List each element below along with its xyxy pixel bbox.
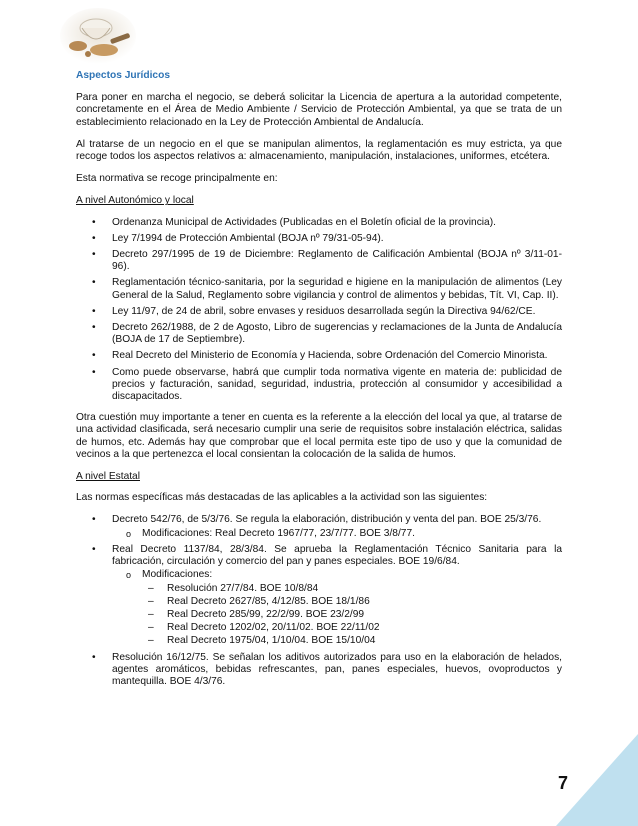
list-item: • Ley 7/1994 de Protección Ambiental (BOJA nº 79/31-05-94). (92, 232, 384, 244)
list-item: • Como puede observarse, habrá que cumplir toda normativa vigente en materia de: publicidad de precios y facturación, sanidad, seguridad, industria, protección al consumidor y accesibilidad a discapacitados. (92, 366, 562, 403)
list-item: • Resolución 16/12/75. Se señalan los aditivos autorizados para uso en la elaboración de helados, agentes aromáticos, bebidas refrescantes, pan, panes especiales, huevos, ovoproductos y mantequilla. BOE 4/3/76. (92, 651, 562, 687)
estatal-list (76, 514, 562, 688)
sub-list-item: o Modificaciones: Real Decreto 1967/77, 23/7/77. BOE 3/8/77. (126, 527, 415, 539)
document-body (76, 70, 562, 697)
dash-item: – Real Decreto 1975/04, 1/10/04. BOE 15/10/04 (148, 635, 376, 647)
page-corner-decoration (556, 734, 638, 826)
bakery-logo-image (58, 6, 136, 64)
list-item: • Decreto 262/1988, de 2 de Agosto, Libro de sugerencias y reclamaciones de la Junta de Andalucía (BOJA de 17 de Septiembre). (92, 322, 562, 346)
intro-paragraph: Para poner en marcha el negocio, se deberá solicitar la Licencia de apertura a la autoridad competente, concretamente en el Área de Medio Ambiente / Servicio de Protección Ambiental, ya que se trata de un establecimiento relacionado en la Ley de Protección Ambiental de Andalucía. (76, 92, 562, 128)
estatal-intro: Las normas específicas más destacadas de las aplicables a la actividad son las siguientes: (76, 492, 488, 504)
local-paragraph: Otra cuestión muy importante a tener en cuenta es la referente a la elección del local ya que, al tratarse de una actividad clasificada, será necesario cumplir una serie de requisitos sobre instalación eléctrica, salidas de humos, etc. Además hay que comprobar que el local permita este tipo de uso y que la comunidad de vecinos a la que pertenezca el local consientan la colocación de la salida de humos. (76, 412, 562, 460)
estatal-subheading: A nivel Estatal (76, 471, 140, 483)
list-item: • Decreto 542/76, de 5/3/76. Se regula la elaboración, distribución y venta del pan. BOE 25/3/76. o Modificaciones: Real Decreto 1967/77, 23/7/77. BOE 3/8/77. (76, 514, 562, 539)
dash-item: – Resolución 27/7/84. BOE 10/8/84 (148, 582, 319, 594)
autonomico-list (76, 217, 562, 404)
list-item: • Ordenanza Municipal de Actividades (Publicadas en el Boletín oficial de la provincia). (92, 216, 496, 228)
page-number: 7 (558, 773, 569, 793)
autonomico-subheading: A nivel Autonómico y local (76, 195, 194, 207)
sub-list-item: o Modificaciones: – Resolución 27/7/84. BOE 10/8/84 – Real Decreto 2627/85, 4/12/85. BOE 18/1/86 – Real Decreto 285/99, 22/2/99. BOE 23/2/99 – Real Decreto 1202/02, 20/11/02. BOE 22/11/02 – Real Decreto 1975/04, 1/10/04. BOE 15/10/04 (112, 569, 562, 647)
intro-paragraph: Esta normativa se recoge principalmente en: (76, 173, 278, 185)
list-item: • Real Decreto del Ministerio de Economía y Hacienda, sobre Ordenación del Comercio Minorista. (92, 350, 548, 362)
dash-item: – Real Decreto 1202/02, 20/11/02. BOE 22/11/02 (148, 622, 380, 634)
list-item: • Real Decreto 1137/84, 28/3/84. Se aprueba la Reglamentación Técnico Sanitaria para la fabricación, circulación y comercio del pan y panes especiales. BOE 19/6/84. o Modificaciones: – Resolución 27/7/84. BOE 10/8/84 – Real Decreto 2627/85, 4/12/85. BOE 18/1/86 – Real Decreto 285/99, 22/2/99. BOE 23/2/99 – Real Decreto 1202/02, 20/11/02. BOE 22/11/02 – Real Decreto 1975/04, 1/10/04. BOE 15/10/04 (92, 543, 562, 647)
intro-paragraph: Al tratarse de un negocio en el que se manipulan alimentos, la reglamentación es muy estricta, ya que recoge todos los aspectos relativos a: almacenamiento, manipulación, instalaciones, uniformes, etcétera. (76, 138, 562, 163)
list-item: • Ley 11/97, de 24 de abril, sobre envases y residuos desarrollada según la Directiva 94/62/CE. (92, 305, 536, 317)
section-heading: Aspectos Jurídicos (76, 70, 170, 81)
dash-item: – Real Decreto 2627/85, 4/12/85. BOE 18/1/86 (148, 595, 370, 607)
list-item: • Decreto 297/1995 de 19 de Diciembre: Reglamento de Calificación Ambiental (BOJA nº 3/11-01-96). (92, 249, 562, 273)
list-item: • Reglamentación técnico-sanitaria, por la seguridad e higiene en la manipulación de alimentos (Ley General de la Salud, Reglamento sobre vigilancia y control de alimentos y bebidas, Tít. VI, Cap. II). (92, 277, 562, 301)
dash-item: – Real Decreto 285/99, 22/2/99. BOE 23/2/99 (148, 608, 365, 620)
